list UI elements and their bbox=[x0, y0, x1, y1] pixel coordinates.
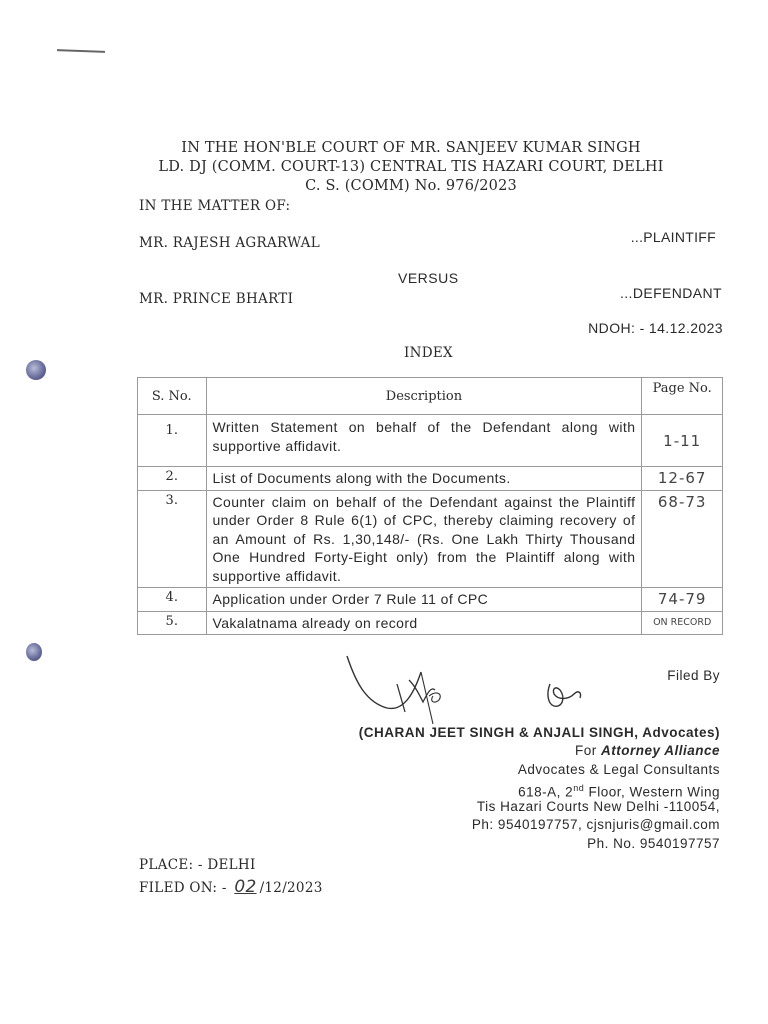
index-header-row bbox=[138, 378, 723, 415]
firm-name: Attorney Alliance bbox=[600, 743, 720, 758]
row-page: 1-11 bbox=[642, 415, 723, 467]
row-page: 74-79 bbox=[642, 588, 723, 612]
address-floor: Floor, Western Wing bbox=[584, 784, 720, 800]
index-table bbox=[137, 377, 723, 635]
case-number: C. S. (COMM) No. 976/2023 bbox=[305, 178, 517, 194]
header-page-no: Page No. bbox=[642, 378, 723, 415]
filed-on-suffix: /12/2023 bbox=[259, 880, 323, 896]
address-number: 618-A, 2 bbox=[518, 784, 574, 800]
plaintiff-role: ...PLAINTIFF bbox=[630, 229, 716, 245]
place-line: PLACE: - DELHI bbox=[139, 857, 256, 873]
index-title: INDEX bbox=[404, 345, 453, 361]
court-line-2: LD. DJ (COMM. COURT-13) CENTRAL TIS HAZARI COURT, DELHI bbox=[158, 159, 664, 175]
row-description: Application under Order 7 Rule 11 of CPC bbox=[206, 588, 642, 612]
punch-hole-mark bbox=[26, 360, 46, 380]
row-description: Vakalatnama already on record bbox=[206, 611, 642, 635]
row-page: 68-73 bbox=[642, 490, 723, 588]
filed-on-line bbox=[139, 877, 323, 897]
advocate-signature bbox=[335, 650, 465, 730]
defendant-role: ...DEFENDANT bbox=[619, 285, 722, 301]
filed-by-label: Filed By bbox=[667, 668, 720, 683]
phone-line: Ph. No. 9540197757 bbox=[587, 836, 720, 851]
versus-label: VERSUS bbox=[398, 270, 459, 286]
punch-hole-mark bbox=[26, 643, 42, 661]
for-prefix: For bbox=[574, 743, 601, 758]
court-line-1: IN THE HON'BLE COURT OF MR. SANJEEV KUMAR SINGH bbox=[181, 140, 641, 156]
table-row bbox=[138, 415, 723, 467]
firm-description: Advocates & Legal Consultants bbox=[517, 762, 720, 777]
row-sno: 3. bbox=[138, 490, 207, 588]
row-page: ON RECORD bbox=[642, 611, 723, 635]
row-description: Written Statement on behalf of the Defendant along with supportive affidavit. bbox=[206, 415, 642, 467]
firm-line bbox=[575, 742, 720, 761]
matter-label: IN THE MATTER OF: bbox=[139, 198, 291, 214]
pen-stroke-mark bbox=[57, 49, 105, 53]
defendant-name: MR. PRINCE BHARTI bbox=[139, 291, 294, 307]
co-advocate-signature bbox=[542, 680, 586, 712]
address-line-2: Tis Hazari Courts New Delhi -110054, bbox=[476, 799, 720, 814]
ndoh-date: NDOH: - 14.12.2023 bbox=[588, 320, 723, 336]
table-row bbox=[138, 467, 723, 491]
row-description: List of Documents along with the Documents. bbox=[206, 467, 642, 491]
plaintiff-name: MR. RAJESH AGRARWAL bbox=[139, 235, 320, 251]
advocates-names: (CHARAN JEET SINGH & ANJALI SINGH, Advocates) bbox=[358, 725, 720, 740]
filed-on-prefix: FILED ON: - bbox=[139, 880, 232, 896]
row-description: Counter claim on behalf of the Defendant against the Plaintiff under Order 8 Rule 6(1) of CPC, thereby claiming recovery of an Amount of Rs. 1,30,148/- (Rs. One Lakh Thirty Thousand One Hundred Forty-Eight only) from the Plaintiff along with supportive affidavit. bbox=[206, 490, 642, 588]
address-superscript: nd bbox=[573, 783, 585, 793]
header-description: Description bbox=[206, 378, 642, 415]
contact-line: Ph: 9540197757, cjsnjuris@gmail.com bbox=[471, 817, 720, 832]
row-page: 12-67 bbox=[642, 467, 723, 491]
table-row bbox=[138, 588, 723, 612]
row-sno: 4. bbox=[138, 588, 207, 612]
row-sno: 5. bbox=[138, 611, 207, 635]
table-row bbox=[138, 490, 723, 588]
table-row bbox=[138, 611, 723, 635]
filed-on-day: 02 bbox=[234, 877, 257, 897]
row-sno: 1. bbox=[138, 415, 207, 467]
row-sno: 2. bbox=[138, 467, 207, 491]
header-sno: S. No. bbox=[138, 378, 207, 415]
